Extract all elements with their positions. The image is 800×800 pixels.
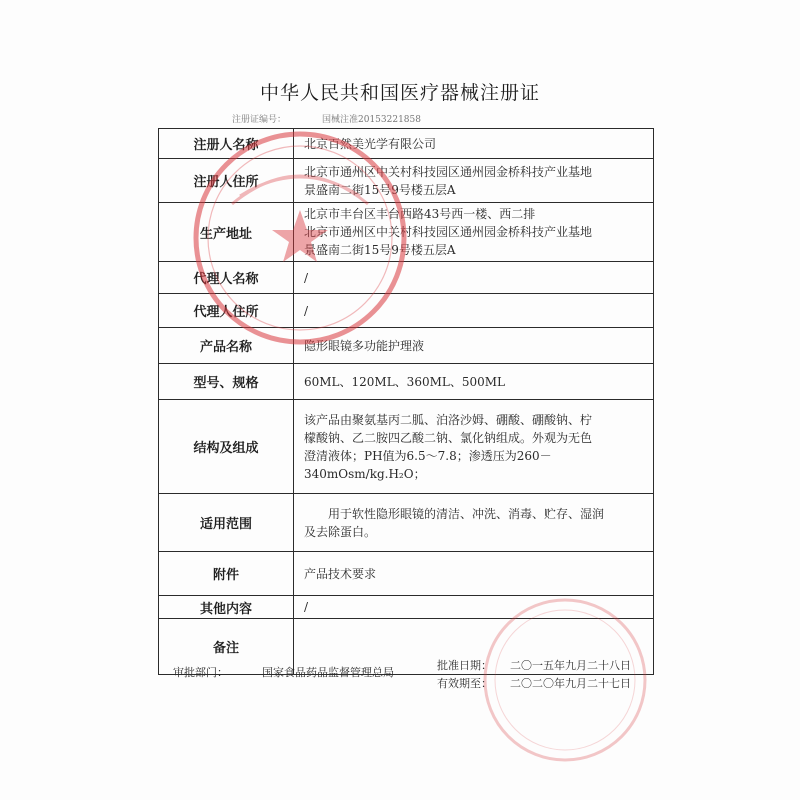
scope-label: 适用范围 — [159, 494, 294, 552]
table-row — [159, 203, 654, 262]
production-address-value — [294, 203, 654, 262]
production-address-line: 北京市通州区中关村科技园区通州园金桥科技产业基地 — [304, 225, 593, 239]
structure-line: 檬酸钠、乙二胺四乙酸二钠、氯化钠组成。外观为无色 — [304, 430, 593, 445]
table-row — [159, 364, 654, 400]
registration-number — [232, 112, 421, 125]
table-row — [159, 129, 654, 159]
production-address-line: 景盛南二街15号9号楼五层A — [304, 243, 456, 257]
table-row — [159, 294, 654, 328]
document-title: 中华人民共和国医疗器械注册证 — [259, 82, 540, 104]
scope-line: 及去除蛋白。 — [304, 524, 377, 539]
other-value: / — [294, 596, 654, 619]
remarks-label: 备注 — [159, 619, 294, 675]
structure-line: 该产品由聚氨基丙二胍、泊洛沙姆、硼酸、硼酸钠、柠 — [304, 412, 593, 427]
table-row — [159, 262, 654, 294]
product-name-value: 隐形眼镜多功能护理液 — [294, 328, 654, 364]
agent-address-value: / — [294, 294, 654, 328]
model-spec-value: 60ML、120ML、360ML、500ML — [294, 364, 654, 400]
registrant-address-line: 景盛南二街15号9号楼五层A — [304, 182, 456, 197]
valid-until-label: 有效期至： — [437, 677, 492, 690]
registrant-address-value — [294, 159, 654, 203]
model-spec-label: 型号、规格 — [159, 364, 294, 400]
agent-name-label: 代理人名称 — [159, 262, 294, 294]
structure-label: 结构及组成 — [159, 400, 294, 494]
valid-until-value: 二〇二〇年九月二十七日 — [510, 677, 631, 690]
approver-label: 审批部门： — [173, 666, 228, 679]
table-row — [159, 328, 654, 364]
table-row — [159, 596, 654, 619]
table-row — [159, 552, 654, 596]
agent-address-label: 代理人住所 — [159, 294, 294, 328]
registrant-name-value: 北京百然美光学有限公司 — [294, 129, 654, 159]
table-row — [159, 159, 654, 203]
registration-number-label: 注册证编号： — [232, 115, 287, 125]
other-label: 其他内容 — [159, 596, 294, 619]
production-address-label: 生产地址 — [159, 203, 294, 262]
structure-line: 340mOsm/kg.H₂O； — [304, 466, 426, 481]
registrant-address-line: 北京市通州区中关村科技园区通州园金桥科技产业基地 — [304, 164, 593, 179]
table-row — [159, 400, 654, 494]
registrant-address-label: 注册人住所 — [159, 159, 294, 203]
scope-line: 用于软性隐形眼镜的清洁、冲洗、消毒、贮存、湿润 — [328, 506, 605, 521]
attachment-label: 附件 — [159, 552, 294, 596]
structure-line: 澄清液体；PH值为6.5～7.8；渗透压为260－ — [304, 448, 552, 463]
table-row — [159, 494, 654, 552]
approver-value: 国家食品药品监督管理总局 — [262, 666, 394, 679]
certificate-table — [158, 128, 654, 675]
registration-number-value: 国械注准20153221858 — [322, 115, 421, 125]
approval-date-label: 批准日期： — [437, 659, 492, 672]
product-name-label: 产品名称 — [159, 328, 294, 364]
structure-value — [294, 400, 654, 494]
scope-value — [294, 494, 654, 552]
production-address-line: 北京市丰台区丰台西路43号西一楼、西二排 — [304, 207, 536, 221]
agent-name-value: / — [294, 262, 654, 294]
registrant-name-label: 注册人名称 — [159, 129, 294, 159]
attachment-value: 产品技术要求 — [294, 552, 654, 596]
approval-date-value: 二〇一五年九月二十八日 — [510, 659, 631, 672]
